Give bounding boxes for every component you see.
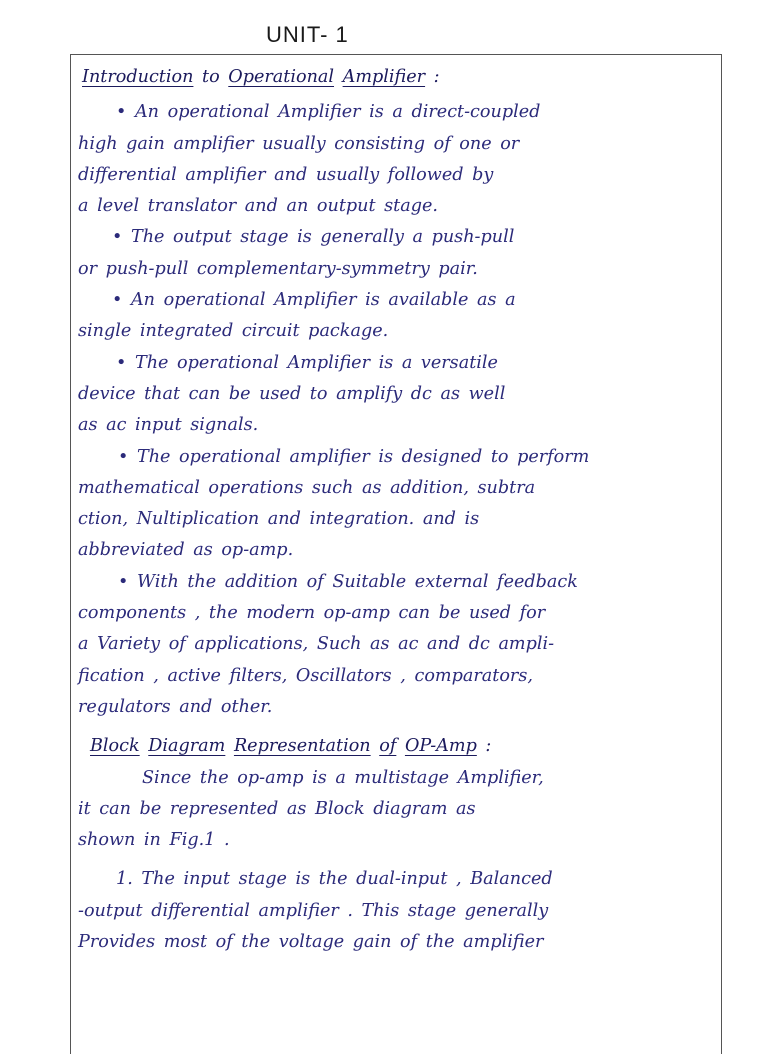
text-line: components , the modern op-amp can be used for [78,603,546,624]
heading-word [140,736,149,756]
heading-word: OP-Amp [404,736,477,757]
text-line: • With the addition of Suitable external feedback [118,571,578,592]
text-line: • An operational Amplifier is a direct-coupled [116,102,541,123]
unit-title: UNIT- 1 [266,22,349,47]
heading-word: of [379,736,397,757]
text-line: or push-pull complementary-symmetry pair. [78,258,478,279]
heading-word [334,67,343,87]
heading-word [225,736,234,756]
heading-word: Operational [228,67,335,87]
heading-word: Representation [233,736,371,757]
heading-word: Amplifier [342,67,426,87]
text-line: abbreviated as op-amp. [78,540,294,561]
text-line: a Variety of applications, Such as ac and dc ampli- [78,634,555,655]
heading-word: Block [90,736,140,757]
heading-word [371,736,380,756]
text-line: • The output stage is generally a push-pull [112,227,515,248]
text-line: • The operational Amplifier is a versatile [116,352,498,373]
text-line: fication , active filters, Oscillators , comparators, [78,665,533,686]
heading-word: to [193,67,229,87]
text-line: -output differential amplifier . This stage generally [78,900,549,921]
heading-word: Introduction [82,67,194,87]
text-line: Since the op-amp is a multistage Amplifier, [142,767,544,788]
text-line: mathematical operations such as addition, subtra [78,477,536,498]
text-line: • An operational Amplifier is available as a [112,290,516,311]
text-line: shown in Fig.1 . [78,830,230,851]
text-line: high gain amplifier usually consisting of one or [78,133,520,154]
text-line: 1. The input stage is the dual-input , Balanced [116,869,553,890]
text-line: Provides most of the voltage gain of the amplifier [78,932,544,953]
heading-word: : [425,67,440,87]
text-line: regulators and other. [78,696,273,717]
heading-word [396,736,405,756]
text-line: a level translator and an output stage. [78,196,438,217]
text-line: ction, Nultiplication and integration. and is [78,509,480,530]
heading-word: : [476,736,492,757]
text-line: differential amplifier and usually followed by [78,164,494,185]
notes-content [78,62,718,958]
text-line: as ac input signals. [78,415,259,436]
text-line: • The operational amplifier is designed to perform [118,446,590,467]
section-heading-block-diagram [78,731,718,762]
heading-word: Diagram [148,736,226,757]
text-line: single integrated circuit package. [78,321,389,342]
section-heading-introduction [78,62,718,93]
text-line: it can be represented as Block diagram as [78,798,476,819]
text-line: device that can be used to amplify dc as well [78,383,506,404]
